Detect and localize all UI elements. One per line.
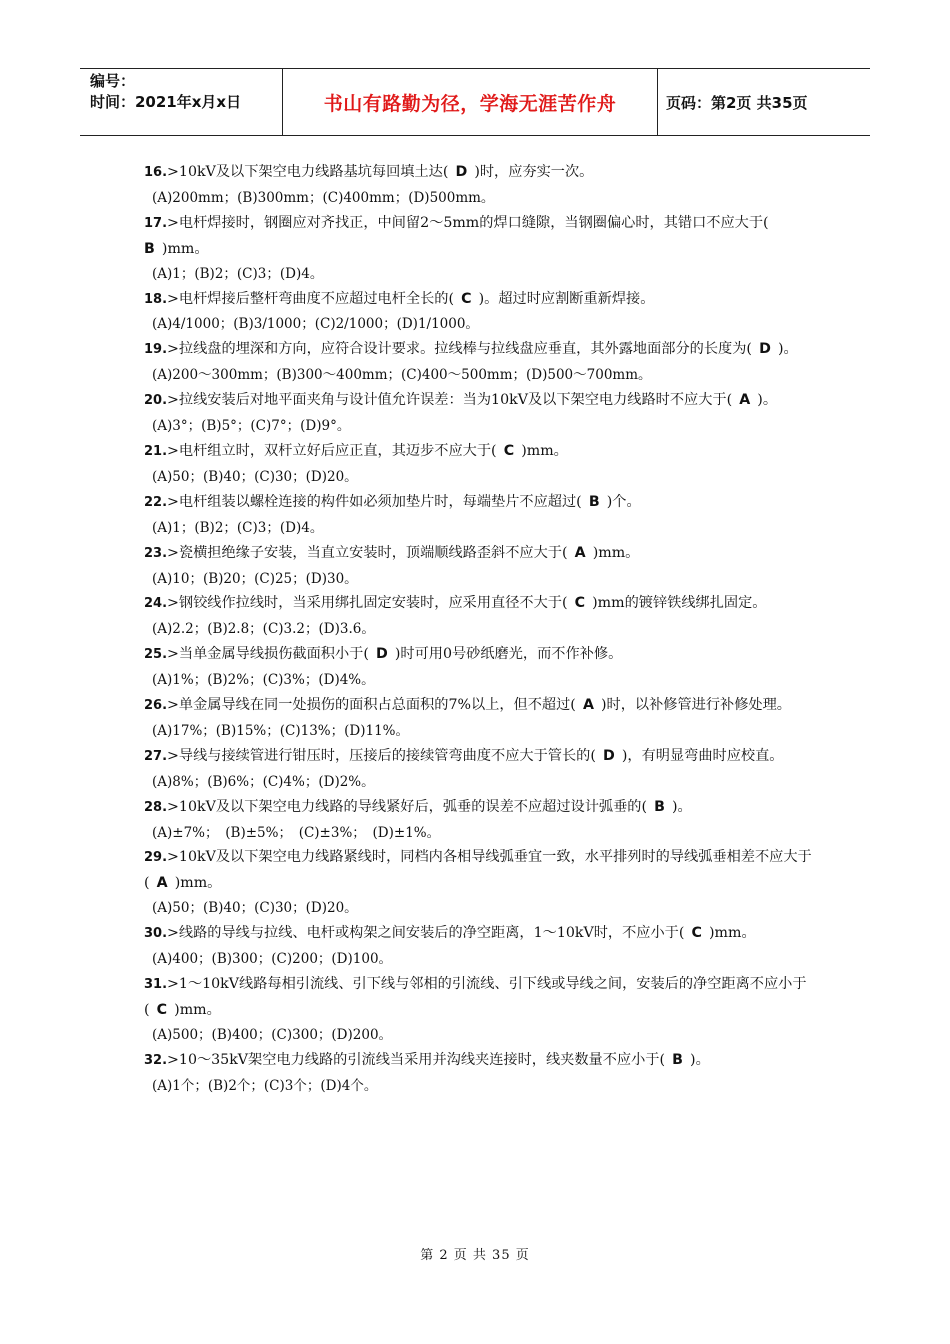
question-number: 29. [144,850,168,866]
question-item [144,591,814,617]
question-text-end: )时，应夯实一次。 [474,164,594,180]
question-number: 26. [144,698,168,714]
question-text-end: )mm。 [174,875,222,892]
question-text: >10kV及以下架空电力线路的导线紧好后，弧垂的误差不应超过设计弧垂的( [167,798,647,815]
question-options: (A)2.2；(B)2.8；(C)3.2；(D)3.6。 [152,621,375,638]
question-item [144,972,814,1023]
question-text-end: )个。 [606,493,641,510]
question-options: (A)200～300mm；(B)300～400mm；(C)400～500mm；(D)500～700mm。 [152,367,652,384]
question-number: 24. [144,596,168,612]
question-number: 18. [144,291,168,307]
question-item [144,795,814,821]
question-number: 28. [144,799,168,815]
question-item [144,921,814,947]
question-options: (A)3°；(B)5°；(C)7°；(D)9°。 [152,418,351,435]
question-answer: A [574,544,586,561]
question-answer: D [603,747,615,764]
question-item [144,388,814,414]
question-text-end: )。 [690,1051,710,1068]
question-number: 21. [144,443,168,459]
question-number: 19. [144,342,168,358]
page-footer: 第 2 页 共 35 页 [420,1248,530,1263]
question-text: >10kV及以下架空电力线路紧线时，同档内各相导线弧垂宜一致，水平排列时的导线弧垂相差不应大于( [144,849,812,892]
header-left-cell [80,69,283,135]
question-number: 31. [144,977,168,992]
question-answer: C [574,595,586,612]
question-number: 25. [144,647,168,663]
question-item [144,337,814,363]
question-text: >拉线安装后对地平面夹角与设计值允许误差：当为10kV及以下架空电力线路时不应大于( [167,392,733,409]
question-options: (A)50；(B)40；(C)30；(D)20。 [152,468,358,485]
header-page-info: 页码：第2页 共35页 [666,93,808,112]
question-text: >导线与接续管进行钳压时，压接后的接续管弯曲度不应大于管长的( [167,747,596,764]
question-options: (A)500；(B)400；(C)300；(D)200。 [152,1026,393,1043]
question-text-end: )mm。 [592,544,640,561]
question-number: 32. [144,1052,168,1068]
code-label: 编号： [90,72,136,90]
question-options: (A)1个；(B)2个；(C)3个；(D)4个。 [152,1077,378,1094]
question-answer: A [582,697,594,714]
question-text-end: )mm。 [174,1001,221,1018]
question-text: >钢铰线作拉线时，当采用绑扎固定安装时，应采用直径不大于( [167,595,568,612]
question-text: >电杆组装以螺栓连接的构件如必须加垫片时，每端垫片不应超过( [167,493,582,510]
question-item [144,642,814,668]
question-options: (A)4/1000；(B)3/1000；(C)2/1000；(D)1/1000。 [152,316,479,333]
question-number: 20. [144,393,168,409]
question-options: (A)400；(B)300；(C)200；(D)100。 [152,951,393,968]
question-text: >10kV及以下架空电力线路基坑每回填土达( [167,164,449,180]
question-text: >电杆组立时，双杆立好后应正直，其迈步不应大于( [167,442,497,459]
question-answer: B [144,240,155,257]
question-text: >电杆焊接时，钢圈应对齐找正，中间留2～5mm的焊口缝隙，当钢圈偏心时，其错口不应大于( [167,214,769,231]
question-item [144,490,814,516]
date-label: 时间：2021年x月x日 [90,93,242,111]
question-text-end: )。超过时应割断重新焊接。 [478,290,655,307]
question-text-end: )时，以补修管进行补修处理。 [601,697,791,714]
question-item [144,211,814,262]
question-text: >单金属导线在同一处损伤的面积占总面积的7%以上，但不超过( [167,697,576,714]
question-number: 23. [144,545,168,561]
question-text-end: )mm的镀锌铁线绑扎固定。 [592,595,767,612]
question-item [144,287,814,313]
question-text-end: )。 [777,341,798,358]
question-number: 16. [144,165,168,180]
question-text: >当单金属导线损伤截面积小于( [167,646,369,663]
question-text-end: )。 [757,392,778,409]
question-answer: D [759,341,771,358]
question-options: (A)1；(B)2；(C)3；(D)4。 [152,265,324,282]
question-options: (A)±7%； (B)±5%； (C)±3%； (D)±1%。 [152,824,441,841]
header-motto: 书山有路勤为径，学海无涯苦作舟 [283,69,658,135]
question-item [144,160,814,186]
question-options: (A)200mm；(B)300mm；(C)400mm；(D)500mm。 [152,189,495,206]
question-options: (A)1；(B)2；(C)3；(D)4。 [152,519,324,536]
question-answer: B [654,798,665,815]
question-answer: D [455,164,468,180]
question-item [144,845,814,896]
question-item [144,541,814,567]
question-answer: C [461,290,472,307]
question-number: 22. [144,494,168,510]
question-options: (A)17%；(B)15%；(C)13%；(D)11%。 [152,722,409,739]
question-item [144,744,814,770]
question-answer: B [588,493,600,510]
question-text: >拉线盘的埋深和方向，应符合设计要求。拉线棒与拉线盘应垂直，其外露地面部分的长度为( [167,341,752,358]
question-text-end: )，有明显弯曲时应校直。 [621,747,784,764]
question-item [144,1048,814,1074]
question-text: >瓷横担绝缘子安装，当直立安装时，顶端顺线路歪斜不应大于( [167,544,568,561]
page-header [80,68,870,136]
question-number: 30. [144,926,168,942]
question-text-end: )时可用0号砂纸磨光，而不作补修。 [394,646,623,663]
question-options: (A)10；(B)20；(C)25；(D)30。 [152,570,358,587]
question-number: 27. [144,748,168,764]
question-text: >电杆焊接后整杆弯曲度不应超过电杆全长的( [167,290,455,307]
question-answer: A [156,875,168,892]
question-item [144,693,814,719]
question-options: (A)8%；(B)6%；(C)4%；(D)2%。 [152,773,375,790]
question-text: >1～10kV线路每相引流线、引下线与邻相的引流线、引下线或导线之间，安装后的净空距离不应小于( [144,976,807,1018]
question-text: >10～35kV架空电力线路的引流线当采用并沟线夹连接时，线夹数量不应小于( [167,1051,666,1068]
question-text: >线路的导线与拉线、电杆或构架之间安装后的净空距离，1～10kV时，不应小于( [167,925,685,942]
question-list [144,160,814,1099]
question-text-end: )mm。 [709,925,756,942]
question-answer: C [691,925,702,942]
question-text-end: )。 [672,798,692,815]
question-answer: D [376,646,388,663]
question-answer: C [503,442,515,459]
question-answer: B [672,1051,683,1068]
question-answer: A [739,392,751,409]
question-options: (A)50；(B)40；(C)30；(D)20。 [152,900,358,917]
question-options: (A)1%；(B)2%；(C)3%；(D)4%。 [152,672,375,689]
question-text-end: )mm。 [161,240,209,257]
question-answer: C [156,1001,168,1018]
question-number: 17. [144,215,168,231]
question-text-end: )mm。 [521,442,568,459]
question-item [144,439,814,465]
